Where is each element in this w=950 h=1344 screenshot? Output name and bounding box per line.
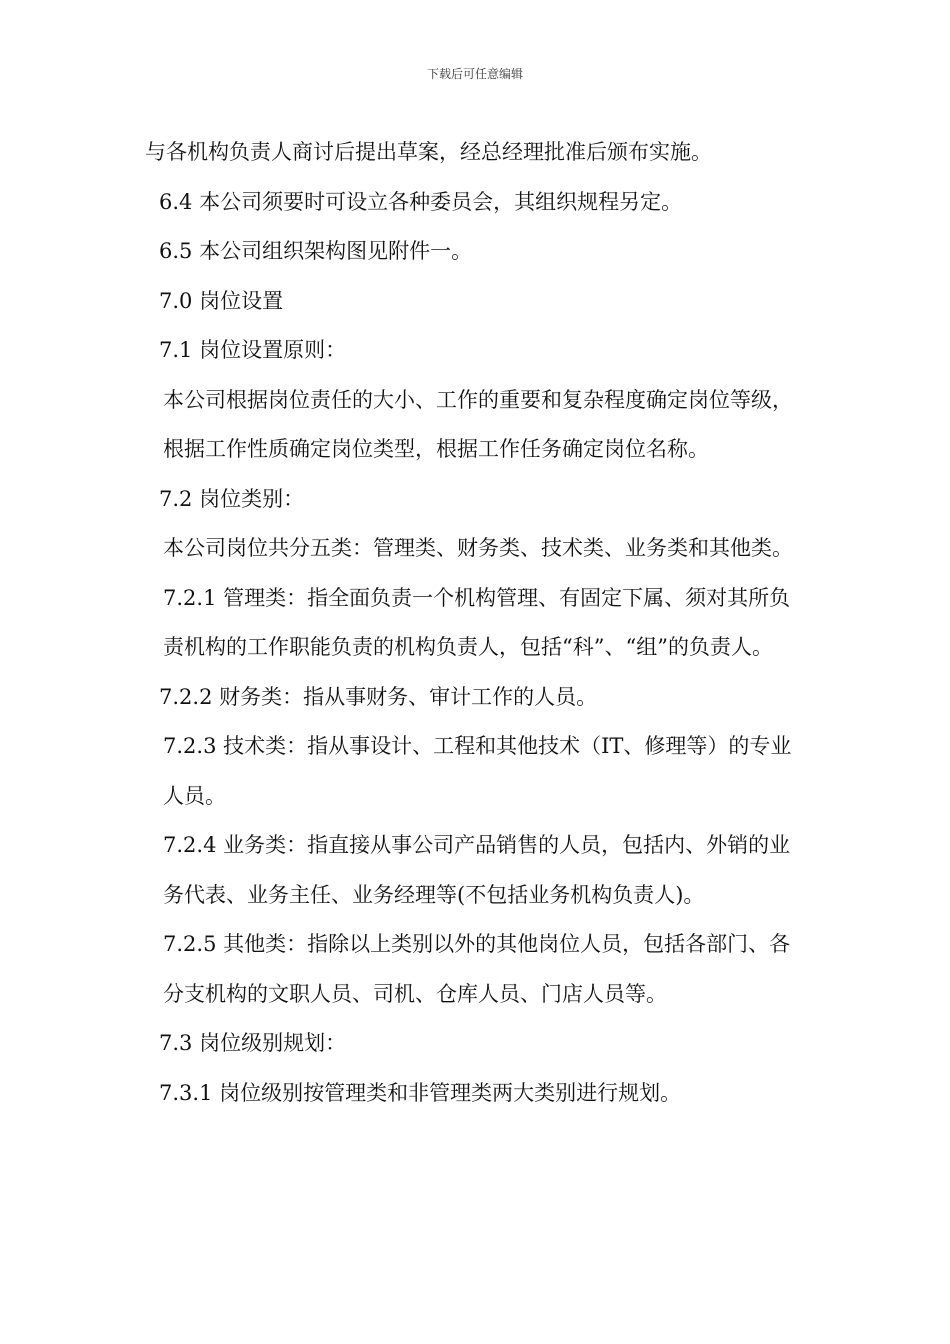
heading-7-1: 7.1 岗位设置原则： <box>159 338 347 362</box>
paragraph-7-2-5: 7.2.5 其他类：指除以上类别以外的其他岗位人员，包括各部门、各分支机构的文职人员、司机、仓库人员、门店人员等。 <box>163 932 791 1006</box>
document-body <box>145 128 807 1118</box>
paragraph-7-2-3: 7.2.3 技术类：指从事设计、工程和其他技术（IT、修理等）的专业人员。 <box>163 734 792 808</box>
paragraph-7-2-body: 本公司岗位共分五类：管理类、财务类、技术类、业务类和其他类。 <box>163 536 793 560</box>
paragraph-7-3-1: 7.3.1 岗位级别按管理类和非管理类两大类别进行规划。 <box>159 1080 682 1105</box>
heading-7-2: 7.2 岗位类别： <box>159 486 305 511</box>
paragraph-7-1-body: 本公司根据岗位责任的大小、工作的重要和复杂程度确定岗位等级，根据工作性质确定岗位类型，根据工作任务确定岗位名称。 <box>163 387 793 461</box>
paragraph-6-4: 6.4 本公司须要时可设立各种委员会，其组织规程另定。 <box>159 189 683 214</box>
paragraph-7-2-1: 7.2.1 管理类：指全面负责一个机构管理、有固定下属、须对其所负责机构的工作职能负责的机构负责人，包括“科”、“组”的负责人。 <box>163 585 791 659</box>
paragraph-7-2-4: 7.2.4 业务类：指直接从事公司产品销售的人员，包括内、外销的业务代表、业务主任、业务经理等(不包括业务机构负责人)。 <box>163 833 791 907</box>
heading-7-3: 7.3 岗位级别规划： <box>159 1031 347 1055</box>
paragraph-6-5: 6.5 本公司组织架构图见附件一。 <box>159 239 473 263</box>
paragraph-continuation: 与各机构负责人商讨后提出草案，经总经理批准后颁布实施。 <box>145 140 712 164</box>
heading-7-0: 7.0 岗位设置 <box>159 288 284 313</box>
page-header: 下载后可任意编辑 <box>426 67 523 81</box>
paragraph-7-2-2: 7.2.2 财务类：指从事财务、审计工作的人员。 <box>159 684 598 709</box>
